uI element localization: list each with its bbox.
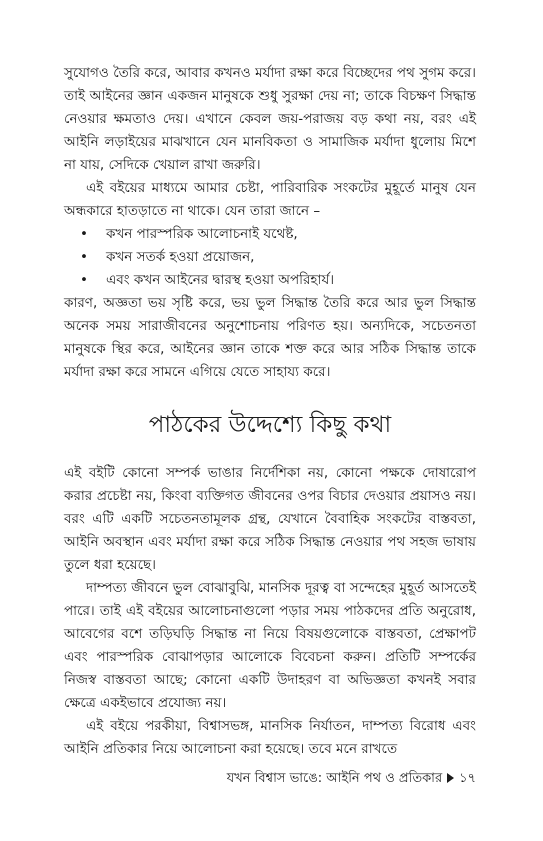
section-paragraph: দাম্পত্য জীবনে ভুল বোঝাবুঝি, মানসিক দূরত্ব বা সন্দেহের মুহূর্ত আসতেই পারে। তাই এই বইয়ের আলোচনাগুলো পড়ার সময় পাঠকদের প্রতি অনুরোধ, আবেগের বশে তড়িঘড়ি সিদ্ধান্ত না নিয়ে বিষয়গুলোকে বাস্তবতা, প্রেক্ষাপট এবং পারস্পরিক বোঝাপড়ার আলোকে বিবেচনা করুন। প্রতিটি সম্পর্কের নিজস্ব বাস্তবতা আছে; কোনো একটি উদাহরণ বা অভিজ্ঞতা কখনই সবার ক্ষেত্রে একইভাবে প্রযোজ্য নয়।	[64, 580, 476, 711]
body-paragraph: সুযোগও তৈরি করে, আবার কখনও মর্যাদা রক্ষা করে বিচ্ছেদের পথ সুগম করে। তাই আইনের জ্ঞান একজন মানুষকে শুধু সুরক্ষা দেয় না; তাকে বিচক্ষণ সিদ্ধান্ত নেওয়ার ক্ষমতাও দেয়। এখানে কেবল জয়-পরাজয় বড় কথা নয়, বরং এই আইনি লড়াইয়ের মাঝখানে যেন মানবিকতা ও সামাজিক মর্যাদা ধুলোয় মিশে না যায়, সেদিকে খেয়াল রাখা জরুরি।	[64, 65, 476, 173]
list-item: • এবং কখন আইনের দ্বারস্থ হওয়া অপরিহার্য।	[106, 269, 476, 292]
body-paragraph: কারণ, অজ্ঞতা ভয় সৃষ্টি করে, ভয় ভুল সিদ্ধান্ত তৈরি করে আর ভুল সিদ্ধান্ত অনেক সময় সারাজীবনের অনুশোচনায় পরিণত হয়। অন্যদিকে, সচেতনতা মানুষকে স্থির করে, আইনের জ্ঞান তাকে শক্ত করে আর সঠিক সিদ্ধান্ত তাকে মর্যাদা রক্ষা করে সামনে এগিয়ে যেতে সাহায্য করে।	[64, 295, 476, 380]
page-body	[64, 62, 476, 761]
body-paragraph: এই বইয়ের মাধ্যমে আমার চেষ্টা, পারিবারিক সংকটের মুহূর্তে মানুষ যেন অন্ধকারে হাতড়াতে না থাকে। যেন তারা জানে –	[64, 180, 476, 219]
section-heading: পাঠকের উদ্দেশ্যে কিছু কথা	[148, 412, 392, 438]
list-item: • কখন সতর্ক হওয়া প্রয়োজন,	[106, 246, 476, 269]
list-item: • কখন পারস্পরিক আলোচনাই যথেষ্ট,	[106, 223, 476, 246]
running-footer	[64, 770, 476, 788]
section-paragraph: এই বইটি কোনো সম্পর্ক ভাঙার নির্দেশিকা নয়, কোনো পক্ষকে দোষারোপ করার প্রচেষ্টা নয়, কিংবা ব্যক্তিগত জীবনের ওপর বিচার দেওয়ার প্রয়াসও নয়। বরং এটি একটি সচেতনতামূলক গ্রন্থ, যেখানে বৈবাহিক সংকটের বাস্তবতা, আইনি অবস্থান এবং মর্যাদা রক্ষা করে সঠিক সিদ্ধান্ত নেওয়ার পথ সহজ ভাষায় তুলে ধরা হয়েছে।	[64, 465, 476, 573]
triangle-right-icon	[447, 773, 454, 783]
bullet-list	[64, 223, 476, 292]
footer-book-title: যখন বিশ্বাস ভাঙে: আইনি পথ ও প্রতিকার	[226, 771, 443, 786]
section-paragraph: এই বইয়ে পরকীয়া, বিশ্বাসভঙ্গ, মানসিক নির্যাতন, দাম্পত্য বিরোধ এবং আইনি প্রতিকার নিয়ে আলোচনা করা হয়েছে। তবে মনে রাখতে	[64, 718, 476, 757]
page-number: ১৭	[459, 771, 476, 786]
